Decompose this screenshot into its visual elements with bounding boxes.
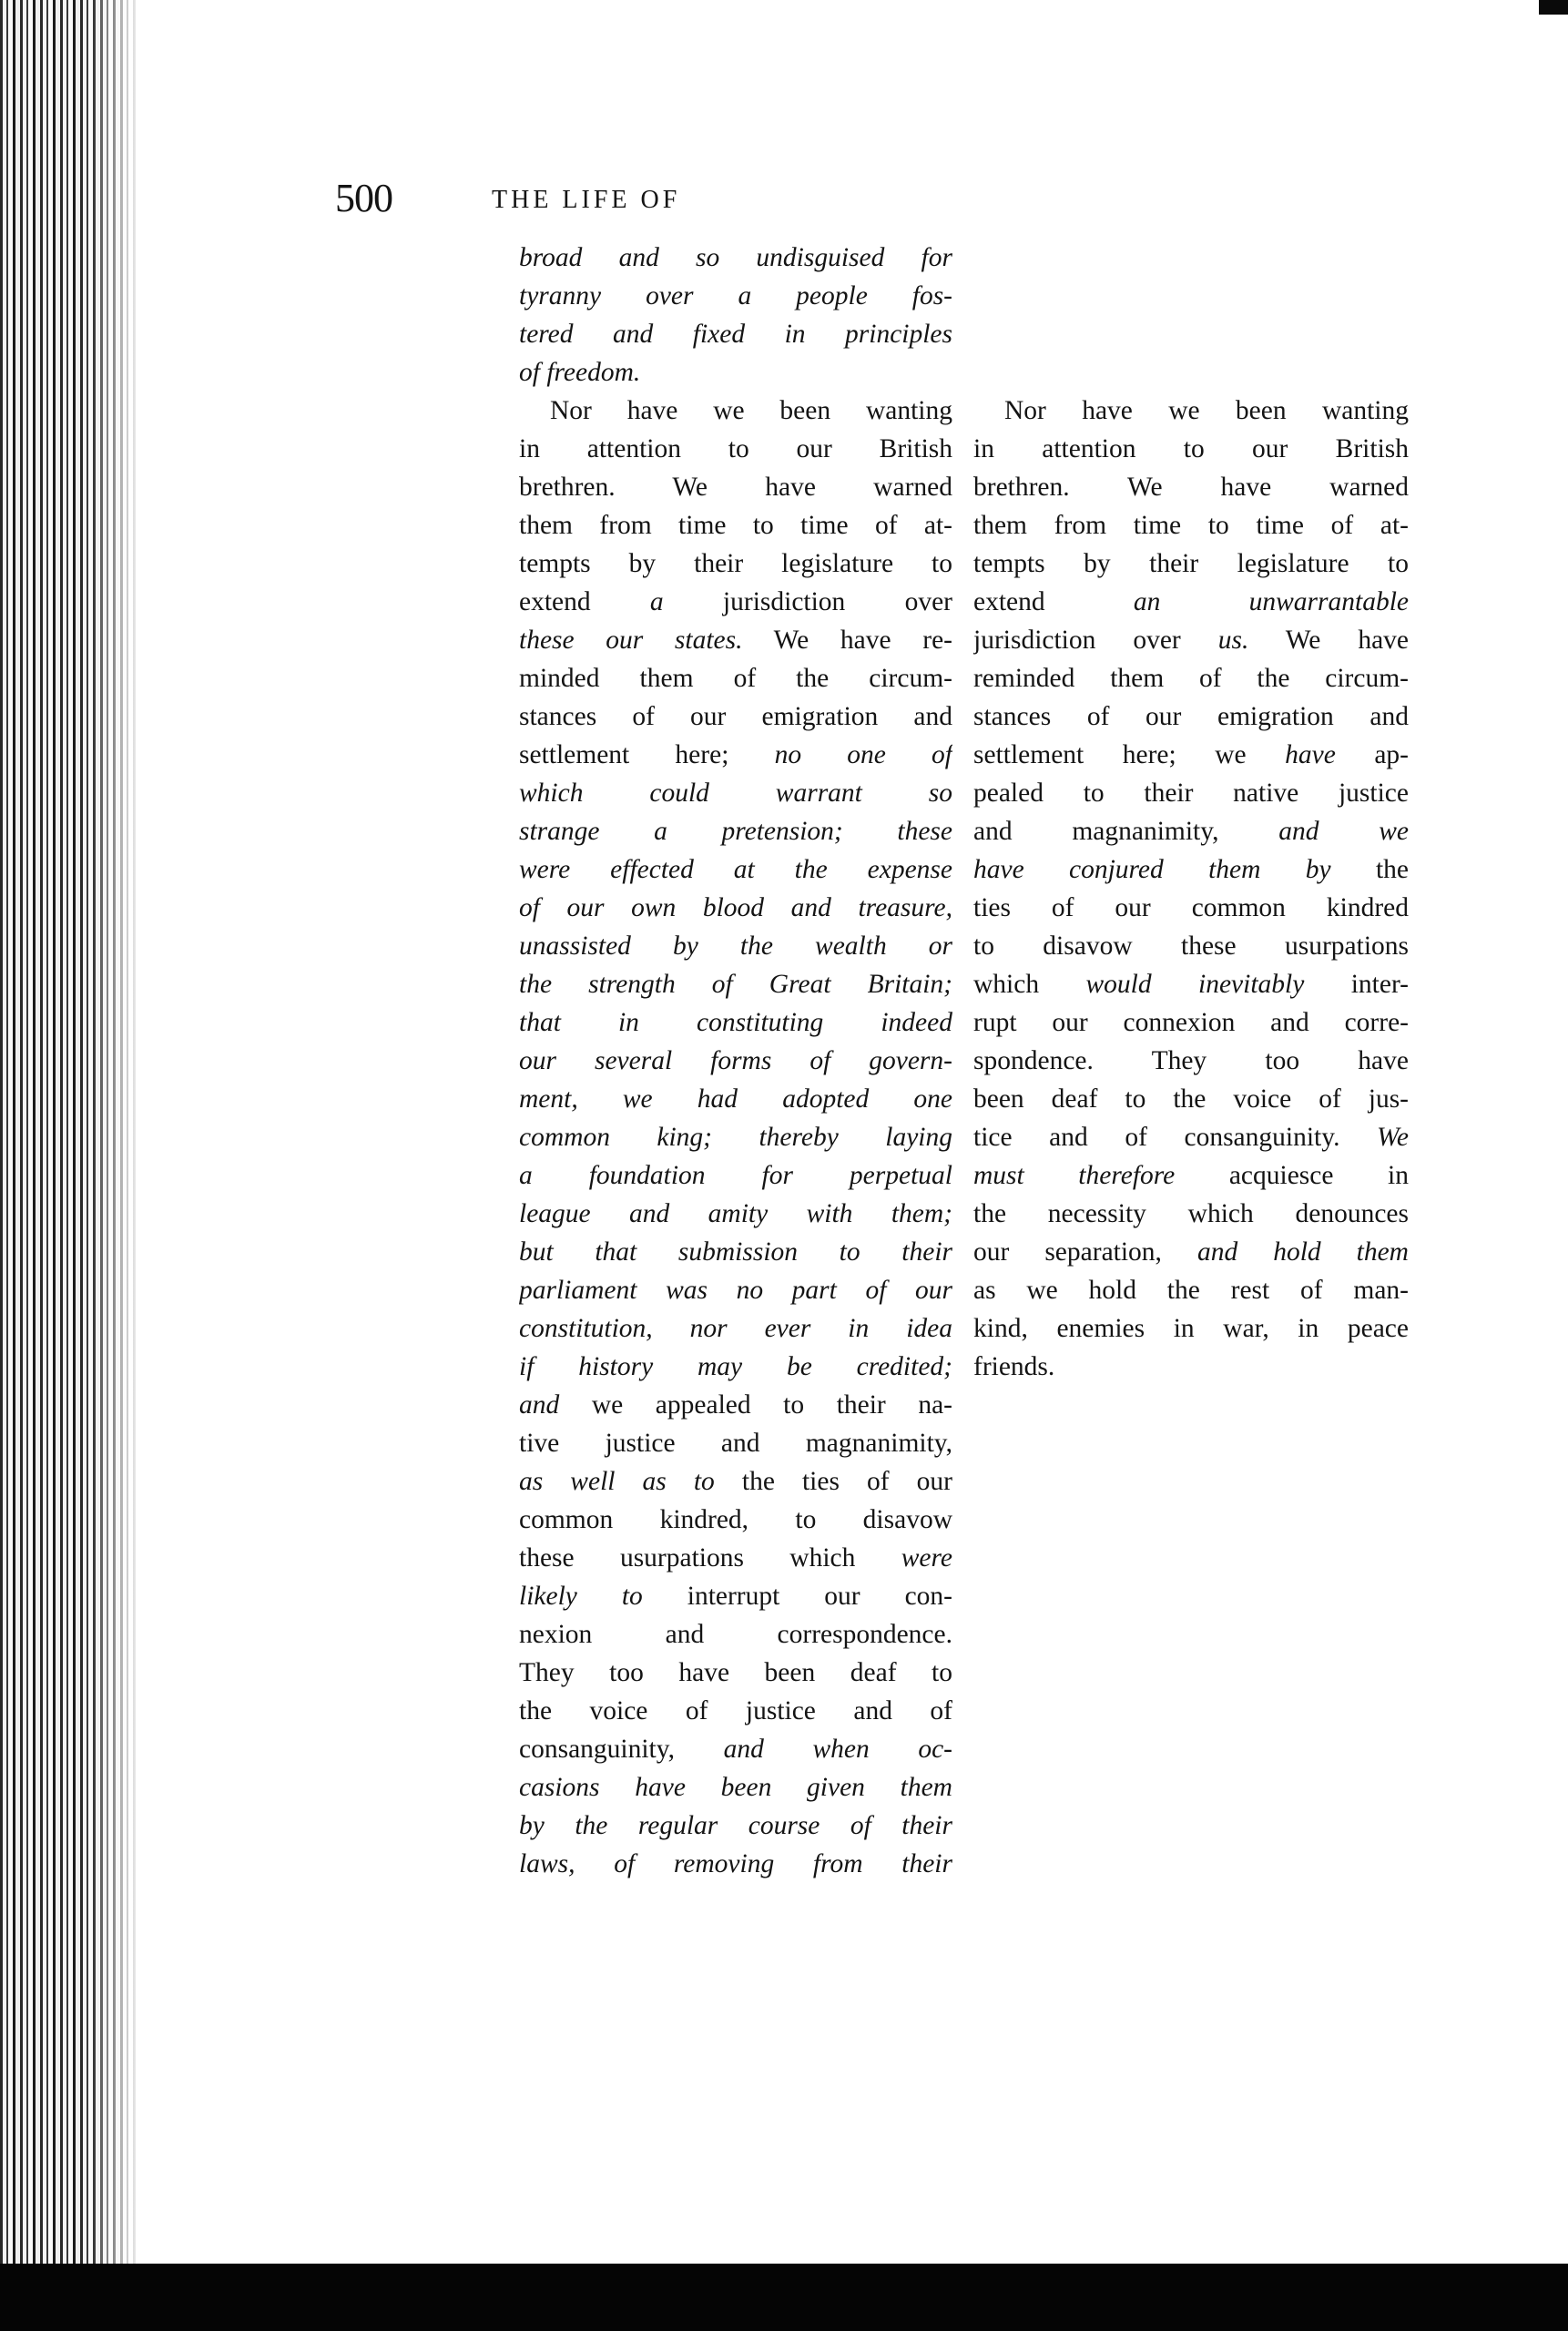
text-line <box>973 392 1409 430</box>
roman-segment: them from time to time of at- <box>519 511 952 540</box>
text-line <box>973 1080 1409 1118</box>
text-line <box>519 1195 952 1233</box>
text-line <box>519 1348 952 1386</box>
italic-segment: of our own blood and treasure, <box>519 893 952 922</box>
italic-segment: but that submission to their <box>519 1237 952 1267</box>
text-line <box>519 1730 952 1768</box>
roman-segment: tempts by their legislature to <box>973 549 1409 578</box>
text-line <box>519 1845 952 1883</box>
text-line <box>519 1807 952 1845</box>
italic-segment: and hold them <box>1196 1237 1409 1267</box>
italic-segment: laws, of removing from their <box>519 1849 952 1878</box>
text-line <box>519 545 952 583</box>
text-line <box>519 430 952 468</box>
roman-segment: in attention to our British <box>973 434 1409 463</box>
text-line <box>519 315 952 353</box>
italic-segment: were effected at the expense <box>519 855 952 884</box>
roman-segment: tempts by their legislature to <box>519 549 952 578</box>
italic-segment: have <box>1285 740 1336 769</box>
text-line <box>973 812 1409 850</box>
text-line <box>973 506 1409 545</box>
roman-segment: as we hold the rest of man- <box>973 1276 1409 1305</box>
roman-segment: settlement here; <box>519 740 775 769</box>
roman-segment: We have <box>1248 626 1409 655</box>
italic-segment: were <box>901 1543 952 1573</box>
text-line <box>973 621 1409 659</box>
roman-segment: minded them of the circum- <box>519 664 952 693</box>
italic-segment: common king; thereby laying <box>519 1123 952 1152</box>
roman-segment: common kindred, to disavow <box>519 1505 952 1534</box>
italic-segment: a <box>649 587 664 616</box>
roman-segment: inter- <box>1304 970 1409 999</box>
italic-segment: would inevitably <box>1085 970 1305 999</box>
text-line <box>519 697 952 736</box>
text-line <box>973 659 1409 697</box>
italic-segment: constitution, nor ever in idea <box>519 1314 952 1343</box>
roman-segment: jurisdiction over <box>973 626 1218 655</box>
italic-segment: the strength of Great Britain; <box>519 970 952 999</box>
italic-segment: as well as to <box>519 1467 715 1496</box>
text-line <box>973 545 1409 583</box>
roman-segment: pealed to their native justice <box>973 779 1409 808</box>
roman-segment: which <box>973 970 1086 999</box>
page-number: 500 <box>335 176 392 220</box>
text-line <box>973 697 1409 736</box>
text-line <box>519 889 952 927</box>
scan-corner-mark <box>1539 0 1568 15</box>
italic-segment: by the regular course of their <box>519 1811 952 1840</box>
italic-segment: of freedom. <box>519 358 641 387</box>
text-line <box>519 1003 952 1042</box>
italic-segment: an unwarrantable <box>1133 587 1409 616</box>
italic-segment: tyranny over a people fos- <box>519 281 952 310</box>
text-line <box>973 889 1409 927</box>
italic-segment: our several forms of govern- <box>519 1046 952 1075</box>
italic-segment: that in constituting indeed <box>519 1008 952 1037</box>
roman-segment: been deaf to the voice of jus- <box>973 1084 1409 1114</box>
italic-segment: and we <box>1278 817 1409 846</box>
roman-segment: settlement here; we <box>973 740 1286 769</box>
roman-segment: ap- <box>1335 740 1409 769</box>
blank-line <box>973 353 1409 392</box>
text-line <box>519 1156 952 1195</box>
roman-segment: stances of our emigration and <box>973 702 1409 731</box>
text-line <box>973 1195 1409 1233</box>
roman-segment: in attention to our British <box>519 434 952 463</box>
blank-line <box>973 277 1409 315</box>
text-line <box>973 430 1409 468</box>
text-line <box>519 1386 952 1424</box>
text-line <box>519 850 952 889</box>
roman-segment: tive justice and magnanimity, <box>519 1429 952 1458</box>
text-line <box>973 774 1409 812</box>
italic-segment: ment, we had adopted one <box>519 1084 952 1114</box>
roman-segment: Nor have we been wanting <box>1004 396 1409 425</box>
roman-segment: reminded them of the circum- <box>973 664 1409 693</box>
italic-segment: a foundation for perpetual <box>519 1161 952 1190</box>
roman-segment: We have re- <box>742 626 952 655</box>
text-line <box>973 850 1409 889</box>
roman-segment: our separation, <box>973 1237 1197 1267</box>
roman-segment: the voice of justice and of <box>519 1696 952 1725</box>
roman-segment: we appealed to their na- <box>559 1390 952 1420</box>
text-line <box>973 583 1409 621</box>
text-line <box>519 1042 952 1080</box>
text-line <box>973 965 1409 1003</box>
text-line <box>973 1042 1409 1080</box>
text-line <box>519 736 952 774</box>
text-line <box>973 1118 1409 1156</box>
roman-segment: brethren. We have warned <box>519 473 952 502</box>
text-line <box>519 1501 952 1539</box>
text-line <box>973 1309 1409 1348</box>
italic-segment: have conjured them by <box>973 855 1331 884</box>
left-column-draft-text <box>519 239 952 1883</box>
roman-segment: the <box>1330 855 1409 884</box>
text-line <box>519 1539 952 1577</box>
roman-segment: interrupt our con- <box>642 1582 952 1611</box>
text-line <box>519 1615 952 1654</box>
roman-segment: They too have been deaf to <box>519 1658 952 1687</box>
right-column-final-text <box>973 239 1409 1386</box>
text-line <box>973 468 1409 506</box>
roman-segment: nexion and correspondence. <box>519 1620 952 1649</box>
running-head-title: THE LIFE OF <box>492 186 681 214</box>
text-line <box>973 1156 1409 1195</box>
scan-bottom-band <box>0 2264 1568 2331</box>
text-line <box>973 1233 1409 1271</box>
text-line <box>519 277 952 315</box>
roman-segment: to disavow these usurpations <box>973 931 1409 961</box>
text-line <box>973 927 1409 965</box>
roman-segment: them from time to time of at- <box>973 511 1409 540</box>
roman-segment: spondence. They too have <box>973 1046 1409 1075</box>
italic-segment: league and amity with them; <box>519 1199 952 1228</box>
text-line <box>519 774 952 812</box>
roman-segment: stances of our emigration and <box>519 702 952 731</box>
roman-segment: kind, enemies in war, in peace <box>973 1314 1409 1343</box>
roman-segment: Nor have we been wanting <box>550 396 952 425</box>
binding-shadow <box>87 0 141 2276</box>
text-line <box>519 1692 952 1730</box>
roman-segment: rupt our connexion and corre- <box>973 1008 1409 1037</box>
text-line <box>519 392 952 430</box>
blank-line <box>973 315 1409 353</box>
text-line <box>973 736 1409 774</box>
italic-segment: We <box>1377 1123 1409 1152</box>
text-line <box>519 927 952 965</box>
roman-segment: brethren. We have warned <box>973 473 1409 502</box>
text-line <box>519 659 952 697</box>
italic-segment: and <box>519 1390 560 1420</box>
roman-segment: and magnanimity, <box>973 817 1279 846</box>
italic-segment: unassisted by the wealth or <box>519 931 952 961</box>
roman-segment: jurisdiction over <box>663 587 952 616</box>
roman-segment: acquiesce in <box>1175 1161 1409 1190</box>
text-line <box>519 621 952 659</box>
roman-segment: the necessity which denounces <box>973 1199 1409 1228</box>
text-line <box>519 239 952 277</box>
italic-segment: which could warrant so <box>519 779 952 808</box>
text-line <box>519 1271 952 1309</box>
text-line <box>519 1309 952 1348</box>
text-line <box>519 583 952 621</box>
italic-segment: us. <box>1217 626 1249 655</box>
roman-segment: extend <box>973 587 1134 616</box>
roman-segment: consanguinity, <box>519 1735 724 1764</box>
roman-segment: tice and of consanguinity. <box>973 1123 1378 1152</box>
roman-segment: friends. <box>973 1352 1055 1381</box>
text-line <box>973 1003 1409 1042</box>
roman-segment: these usurpations which <box>519 1543 901 1573</box>
italic-segment: broad and so undisguised for <box>519 243 952 272</box>
text-line <box>519 812 952 850</box>
text-line <box>519 1080 952 1118</box>
text-line <box>519 1462 952 1501</box>
italic-segment: no one of <box>774 740 952 769</box>
text-line <box>519 965 952 1003</box>
text-line <box>519 353 952 392</box>
roman-segment: extend <box>519 587 650 616</box>
italic-segment: likely to <box>519 1582 643 1611</box>
text-line <box>973 1348 1409 1386</box>
text-line <box>519 468 952 506</box>
italic-segment: must therefore <box>973 1161 1176 1190</box>
italic-segment: casions have been given them <box>519 1773 952 1802</box>
text-line <box>519 1233 952 1271</box>
text-line <box>519 1424 952 1462</box>
text-line <box>519 1577 952 1615</box>
text-line <box>519 1768 952 1807</box>
text-line <box>519 1654 952 1692</box>
roman-segment: ties of our common kindred <box>973 893 1409 922</box>
italic-segment: strange a pretension; these <box>519 817 952 846</box>
italic-segment: tered and fixed in principles <box>519 320 952 349</box>
italic-segment: if history may be credited; <box>519 1352 952 1381</box>
italic-segment: these our states. <box>519 626 743 655</box>
roman-segment: the ties of our <box>714 1467 952 1496</box>
text-line <box>519 1118 952 1156</box>
text-line <box>973 1271 1409 1309</box>
italic-segment: parliament was no part of our <box>519 1276 952 1305</box>
blank-line <box>973 239 1409 277</box>
italic-segment: and when oc- <box>723 1735 952 1764</box>
text-line <box>519 506 952 545</box>
